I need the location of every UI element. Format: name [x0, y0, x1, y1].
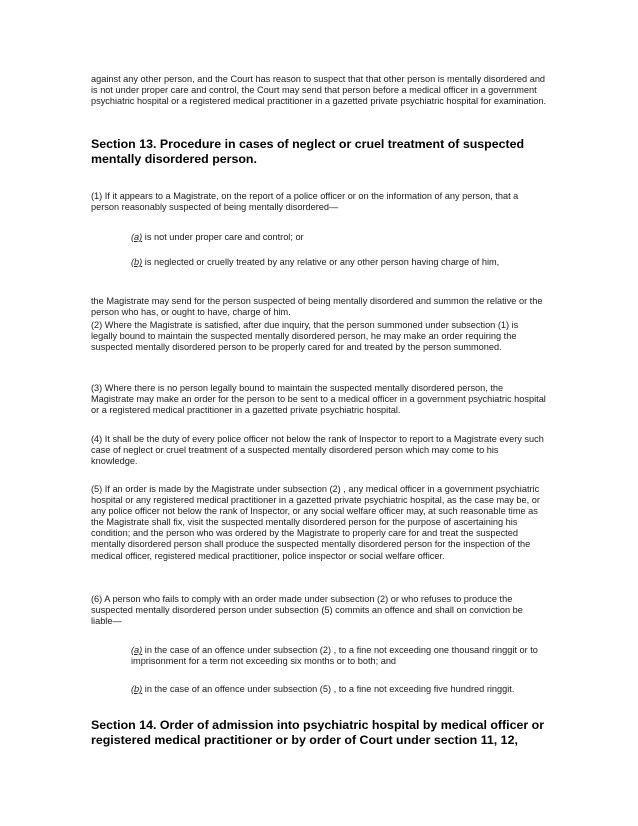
section-13-paragraph-6-item-b: [131, 684, 541, 695]
item-b-text: is neglected or cruelly treated by any relative or any other person having charge of him,: [142, 257, 500, 267]
item-a-text: is not under proper care and control; or: [142, 232, 304, 242]
continuation-paragraph: against any other person, and the Court has reason to suspect that that other person is mentally disordered and is not under proper care and control, the Court may send that person before a medical officer in a government psychiatric hospital or a registered medical practitioner in a gazetted private psychiatric hospital for examination.: [91, 74, 547, 107]
p6-item-a-label: (a): [131, 645, 143, 655]
section-13-paragraph-2: (2) Where the Magistrate is satisfied, after due inquiry, that the person summoned under subsection (1) is legally bound to maintain the suspected mentally disordered person, he may make an order requiring the suspected mentally disordered person to be properly cared for and treated by the person summoned.: [91, 320, 519, 353]
p6-item-b-text: in the case of an offence under subsection (5) , to a fine not exceeding five hundred ringgit.: [142, 684, 515, 694]
section-13-paragraph-4: (4) It shall be the duty of every police officer not below the rank of Inspector to report to a Magistrate every such case of neglect or cruel treatment of a suspected mentally disordered person which may come to his knowledge.: [91, 434, 544, 467]
section-13-item-b: [131, 257, 541, 268]
p6-item-b-label: (b): [131, 684, 143, 694]
section-13-paragraph-6: (6) A person who fails to comply with an order made under subsection (2) or who refuses to produce the suspected mentally disordered person under subsection (5) commits an offence and shall on conviction be liable—: [91, 594, 523, 627]
section-13-paragraph-1-continued: the Magistrate may send for the person suspected of being mentally disordered and summon the relative or the person who has, or ought to have, charge of him.: [91, 296, 543, 318]
section-13-paragraph-1: (1) If it appears to a Magistrate, on the report of a police officer or on the information of any person, that a person reasonably suspected of being mentally disordered—: [91, 191, 519, 213]
section-13-paragraph-5: (5) If an order is made by the Magistrate under subsection (2) , any medical officer in a government psychiatric hospital or any registered medical practitioner in a gazetted private psychiatric hospital, as the case may be, or any police officer not below the rank of Inspector, or any social welfare officer may, at such reasonable time as the Magistrate shall fix, visit the suspected mentally disordered person for the purpose of ascertaining his condition; and the person who was ordered by the Magistrate to properly care for and treat the suspected mentally disordered person shall produce the suspected mentally disordered person for the inspection of the medical officer, registered medical practitioner, police inspector or social welfare officer.: [91, 484, 540, 561]
item-a-label: (a): [131, 232, 143, 242]
p6-item-a-text: in the case of an offence under subsection (2) , to a fine not exceeding one thousand ringgit or to imprisonment for a term not exceeding six months or to both; and: [131, 645, 538, 667]
section-14-heading: Section 14. Order of admission into psychiatric hospital by medical officer or registered medical practitioner or by order of Court under section 11, 12,: [91, 718, 545, 747]
section-13-item-a: [131, 232, 541, 243]
section-13-paragraph-3: (3) Where there is no person legally bound to maintain the suspected mentally disordered person, the Magistrate may make an order for the person to be sent to a medical officer in a government psychiatric hospital or a registered medical practitioner in a gazetted private psychiatric hospital.: [91, 383, 546, 416]
item-b-label: (b): [131, 257, 143, 267]
section-13-heading: Section 13. Procedure in cases of neglect or cruel treatment of suspected mentally disordered person.: [91, 137, 525, 166]
section-13-paragraph-6-item-a: [131, 645, 541, 667]
